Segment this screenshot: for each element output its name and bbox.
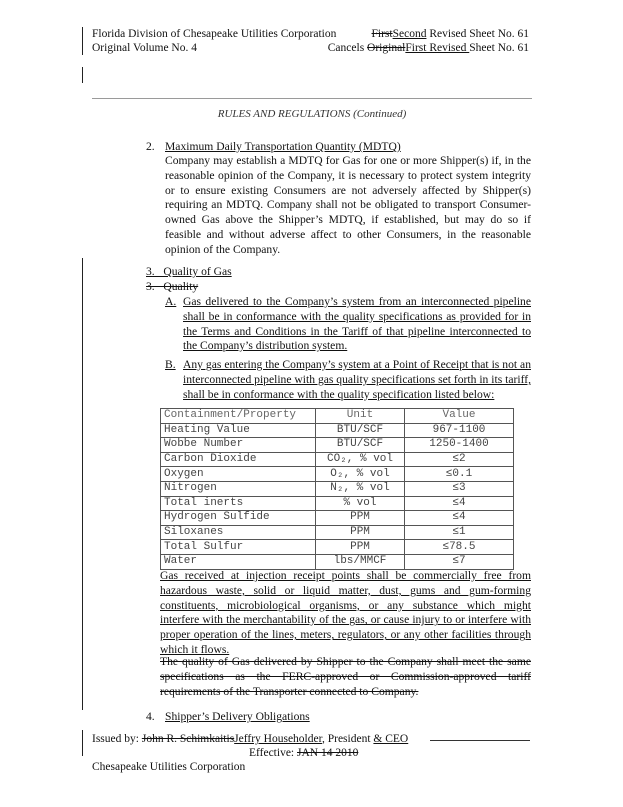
mdtq-paragraph: Company may establish a MDTQ for Gas for one or more Shipper(s) if, in the reasonable opinion of the Company, it is necessary to protect system integrity or to ensure existing Consumers are not adversely affected by Shipper(s) requiring an MDTQ. Company shall not be obligated to transport Consumer-owned Gas above the Shipper’s MDTQ, if established, but may do so if feasible and without adverse affect to other Consumers, in the reasonable opinion of the Company.	[165, 154, 531, 256]
shipper-title: Shipper’s Delivery Obligations	[165, 710, 310, 723]
footer-issued-by	[92, 732, 408, 746]
change-bar-header	[82, 27, 83, 55]
table-cell: ≤0.1	[405, 467, 514, 482]
quality-a-label: A.	[165, 295, 177, 308]
table-row	[161, 438, 514, 453]
quality-heading-inserted: 3. Quality of Gas	[146, 265, 232, 278]
table-cell: Hydrogen Sulfide	[161, 511, 316, 526]
table-cell: 967-1100	[405, 423, 514, 438]
change-bar-footer	[82, 730, 83, 756]
header-rule	[92, 98, 532, 99]
footer-effective	[249, 746, 358, 760]
quality-deleted-paragraph: The quality of Gas delivered by Shipper to the Company shall meet the same specifications as the FERC-approved or Commission-approved tariff requirements of the Transporter connected to Company.	[160, 655, 531, 698]
change-bar-header-lower	[82, 67, 83, 83]
quality-inserted-paragraph: Gas received at injection receipt points shall be commercially free from hazardous waste, solid or liquid matter, dust, gums and gum-forming constituents, microbiological organisms, or any substance which might interfere with the merchantability of the gas, or cause injury to or interfere with proper operation of the lines, meters, regulators, or any other facilities through which it flows.	[160, 569, 531, 656]
table-header-cell: Containment/Property	[161, 409, 316, 424]
issued-inserted-name: Jeffry Householder	[234, 733, 322, 745]
quality-b-label: B.	[165, 358, 176, 371]
table-header-cell: Value	[405, 409, 514, 424]
table-cell: O₂, % vol	[316, 467, 405, 482]
table-cell: Siloxanes	[161, 525, 316, 540]
shipper-number: 4.	[146, 710, 155, 723]
table-row	[161, 496, 514, 511]
table-cell: Wobbe Number	[161, 438, 316, 453]
table-cell: PPM	[316, 540, 405, 555]
table-row	[161, 525, 514, 540]
cancels-label: Cancels	[327, 42, 368, 54]
table-row	[161, 481, 514, 496]
table-cell: Heating Value	[161, 423, 316, 438]
table-cell: 1250-1400	[405, 438, 514, 453]
quality-b-text: Any gas entering the Company’s system at a Point of Receipt that is not an interconnected pipeline with gas quality specifications set forth in its tariff, shall be in conformance with the quality specification listed below:	[183, 358, 531, 401]
quality-spec-table	[160, 408, 514, 570]
mdtq-title: Maximum Daily Transportation Quantity (MDTQ)	[165, 140, 401, 153]
footer-company: Chesapeake Utilities Corporation	[92, 761, 246, 773]
table-cell: BTU/SCF	[316, 438, 405, 453]
table-cell: Carbon Dioxide	[161, 452, 316, 467]
table-cell: PPM	[316, 511, 405, 526]
header-volume	[92, 41, 197, 55]
section-title: RULES AND REGULATIONS (Continued)	[217, 108, 407, 120]
table-cell: Total inerts	[161, 496, 316, 511]
issued-ceo: & CEO	[373, 733, 409, 745]
effective-label: Effective:	[249, 747, 297, 759]
quality-heading-deleted: 3. Quality	[146, 280, 199, 293]
cancels-deleted-word: Original	[367, 42, 406, 54]
table-cell: CO₂, % vol	[316, 452, 405, 467]
table-cell: N₂, % vol	[316, 481, 405, 496]
table-cell: ≤4	[405, 511, 514, 526]
table-row	[161, 423, 514, 438]
change-bar-body	[82, 258, 83, 710]
table-row	[161, 511, 514, 526]
mdtq-number: 2.	[146, 140, 155, 153]
quality-a-text: Gas delivered to the Company’s system from an interconnected pipeline shall be in conformance with the quality specifications as provided for in the Terms and Conditions in the Tariff of that pipeline interconnected to the Company’s distribution system.	[183, 295, 531, 353]
effective-deleted-date: JAN 14 2010	[297, 747, 359, 759]
table-row	[161, 554, 514, 569]
table-cell: BTU/SCF	[316, 423, 405, 438]
cancels-rest: Sheet No. 61	[469, 42, 529, 54]
table-cell: Total Sulfur	[161, 540, 316, 555]
table-row	[161, 452, 514, 467]
cancels-inserted-word: First Revised	[405, 42, 470, 54]
table-cell: ≤3	[405, 481, 514, 496]
header-company	[92, 27, 336, 41]
table-cell: Water	[161, 554, 316, 569]
header-volume-text: Original Volume No. 4	[92, 42, 197, 54]
issued-title: , President	[321, 733, 374, 745]
table-cell: lbs/MMCF	[316, 554, 405, 569]
table-row	[161, 540, 514, 555]
table-cell: ≤7	[405, 554, 514, 569]
table-cell: ≤78.5	[405, 540, 514, 555]
header-company-name: Florida Division of Chesapeake Utilities Corporation	[92, 28, 337, 40]
table-header-row	[161, 409, 514, 424]
sheet-rest: Revised Sheet No. 61	[426, 28, 529, 40]
table-cell: Oxygen	[161, 467, 316, 482]
header-sheet-number	[372, 27, 529, 41]
sheet-deleted-word: First	[371, 28, 393, 40]
table-cell: PPM	[316, 525, 405, 540]
signature-line	[430, 740, 530, 741]
issued-label: Issued by:	[92, 733, 142, 745]
header-cancels	[328, 41, 529, 55]
issued-deleted-name: John R. Schimkaitis	[141, 733, 235, 745]
table-cell: ≤4	[405, 496, 514, 511]
table-cell: ≤2	[405, 452, 514, 467]
table-cell: Nitrogen	[161, 481, 316, 496]
sheet-inserted-word: Second	[392, 28, 427, 40]
table-cell: ≤1	[405, 525, 514, 540]
table-cell: % vol	[316, 496, 405, 511]
table-header-cell: Unit	[316, 409, 405, 424]
table-row	[161, 467, 514, 482]
